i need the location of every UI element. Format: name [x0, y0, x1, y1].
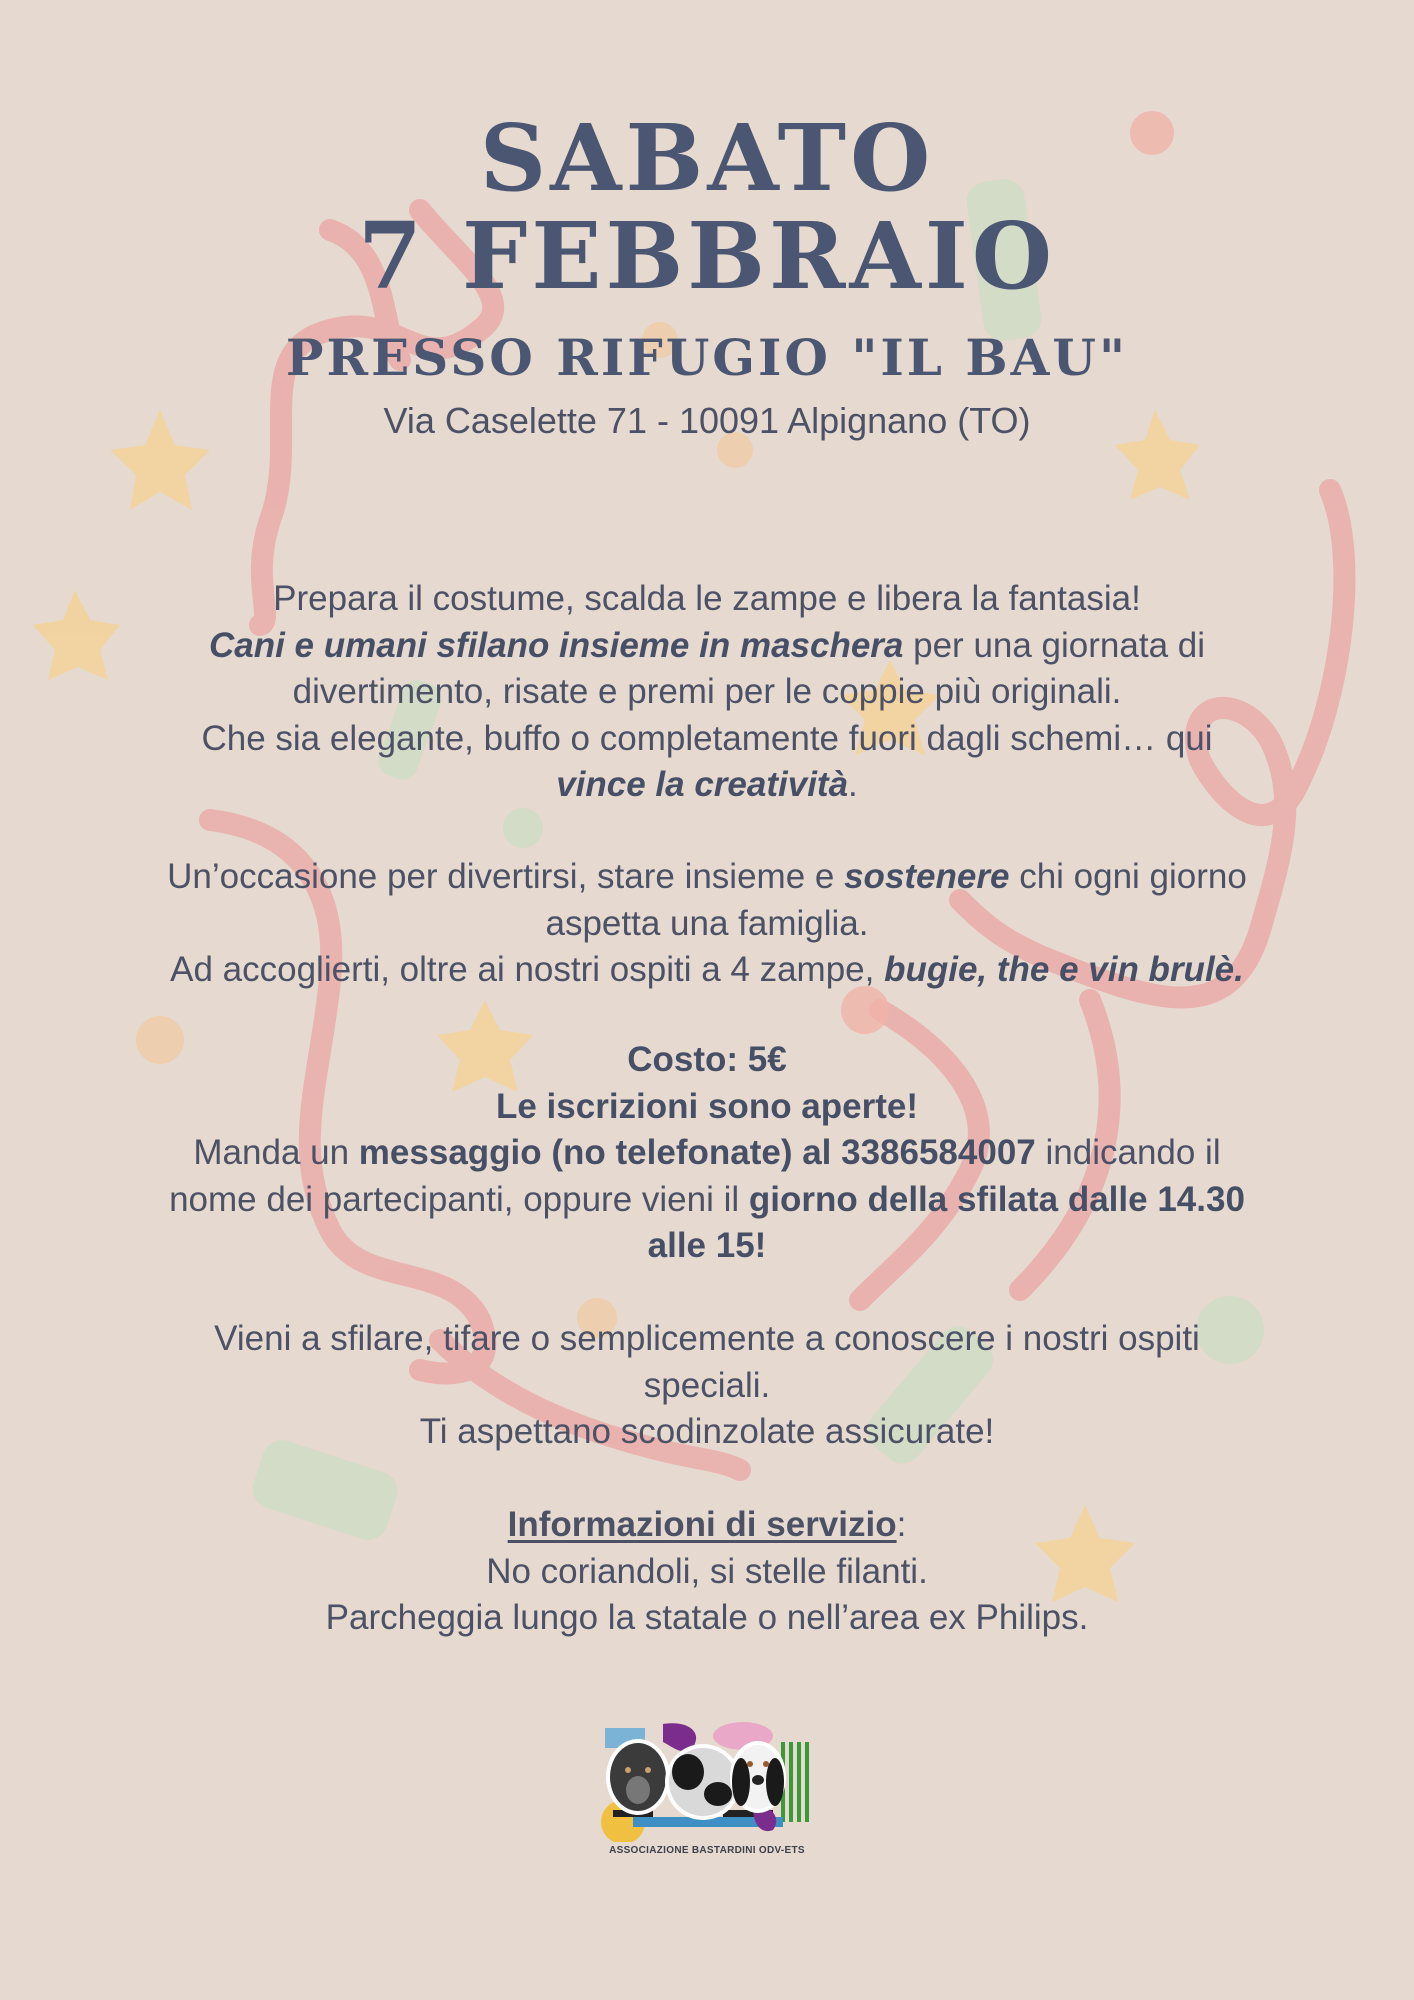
dog-face-icon [606, 1739, 670, 1815]
registration-text: nome dei partecipanti, oppure vieni il [169, 1179, 749, 1219]
service-info-line: Parcheggia lungo la statale o nell’area ex Philips. [325, 1598, 1089, 1637]
registration-line [70, 1130, 1344, 1177]
occasion-line: aspetta una famiglia. [545, 903, 869, 943]
closing-line: speciali. [643, 1365, 771, 1405]
registration-text: indicando il [1035, 1133, 1221, 1172]
service-info-heading [70, 1502, 1344, 1549]
registration-open-text: Le iscrizioni sono aperte! [495, 1086, 919, 1126]
schedule-text: alle 15! [647, 1226, 767, 1265]
occasion-text: chi ogni giorno [1009, 857, 1247, 896]
venue-address: Via Caselette 71 - 10091 Alpignano (TO) [383, 400, 1031, 441]
registration-text: Manda un [193, 1133, 359, 1172]
emphasis-text: Cani e umani sfilano insieme in maschera [208, 625, 904, 665]
occasion-line [70, 947, 1344, 994]
intro-line: divertimento, risate e premi per le coppie più originali. [292, 672, 1122, 711]
intro-line: Prepara il costume, scalda le zampe e libera la fantasia! [273, 579, 1141, 618]
association-logo [593, 1722, 823, 1842]
emphasis-text: vince la creatività [556, 765, 849, 804]
phone-contact: messaggio (no telefonate) al 3386584007 [358, 1133, 1036, 1172]
intro-text: per una giornata di [903, 625, 1206, 665]
cost-text: Costo: 5€ [627, 1040, 787, 1079]
service-info-line: No coriandoli, si stelle filanti. [486, 1551, 928, 1591]
intro-line [70, 623, 1344, 670]
intro-paragraph [70, 576, 1344, 809]
dot-shape [503, 808, 543, 848]
title-day: SABATO [479, 104, 935, 212]
occasion-line [70, 854, 1344, 901]
intro-text: . [848, 765, 858, 804]
logo-caption: ASSOCIAZIONE BASTARDINI ODV-ETS [609, 1845, 805, 1856]
dog-face-icon [665, 1744, 741, 1820]
registration-paragraph [70, 1037, 1344, 1270]
occasion-text: Ad accoglierti, oltre ai nostri ospiti a 4 zampe, [170, 950, 885, 989]
closing-paragraph [70, 1316, 1344, 1456]
schedule-text: giorno della sfilata dalle 14.30 [748, 1179, 1245, 1219]
venue-title: PRESSO RIFUGIO "IL BAU" [285, 328, 1129, 387]
closing-line: Ti aspettano scodinzolate assicurate! [419, 1412, 995, 1451]
closing-line: Vieni a sfilare, tifare o semplicemente a conoscere i nostri ospiti [214, 1319, 1200, 1358]
title-date: 7 FEBBRAIO [357, 202, 1056, 310]
colon: : [896, 1505, 907, 1544]
dog-face-icon [730, 1741, 786, 1813]
service-info-heading-text: Informazioni di servizio [507, 1505, 897, 1544]
intro-line: Che sia elegante, buffo o completamente fuori dagli schemi… qui [201, 718, 1213, 758]
intro-line [70, 762, 1344, 809]
occasion-paragraph [70, 854, 1344, 994]
registration-line [70, 1177, 1344, 1224]
cost-line [70, 1037, 1344, 1084]
registration-open-line [70, 1084, 1344, 1131]
occasion-text: Un’occasione per divertirsi, stare insieme e [167, 857, 845, 896]
service-info [70, 1502, 1344, 1642]
registration-line [70, 1223, 1344, 1270]
emphasis-text: bugie, the e vin brulè. [884, 950, 1244, 989]
emphasis-text: sostenere [844, 857, 1010, 896]
